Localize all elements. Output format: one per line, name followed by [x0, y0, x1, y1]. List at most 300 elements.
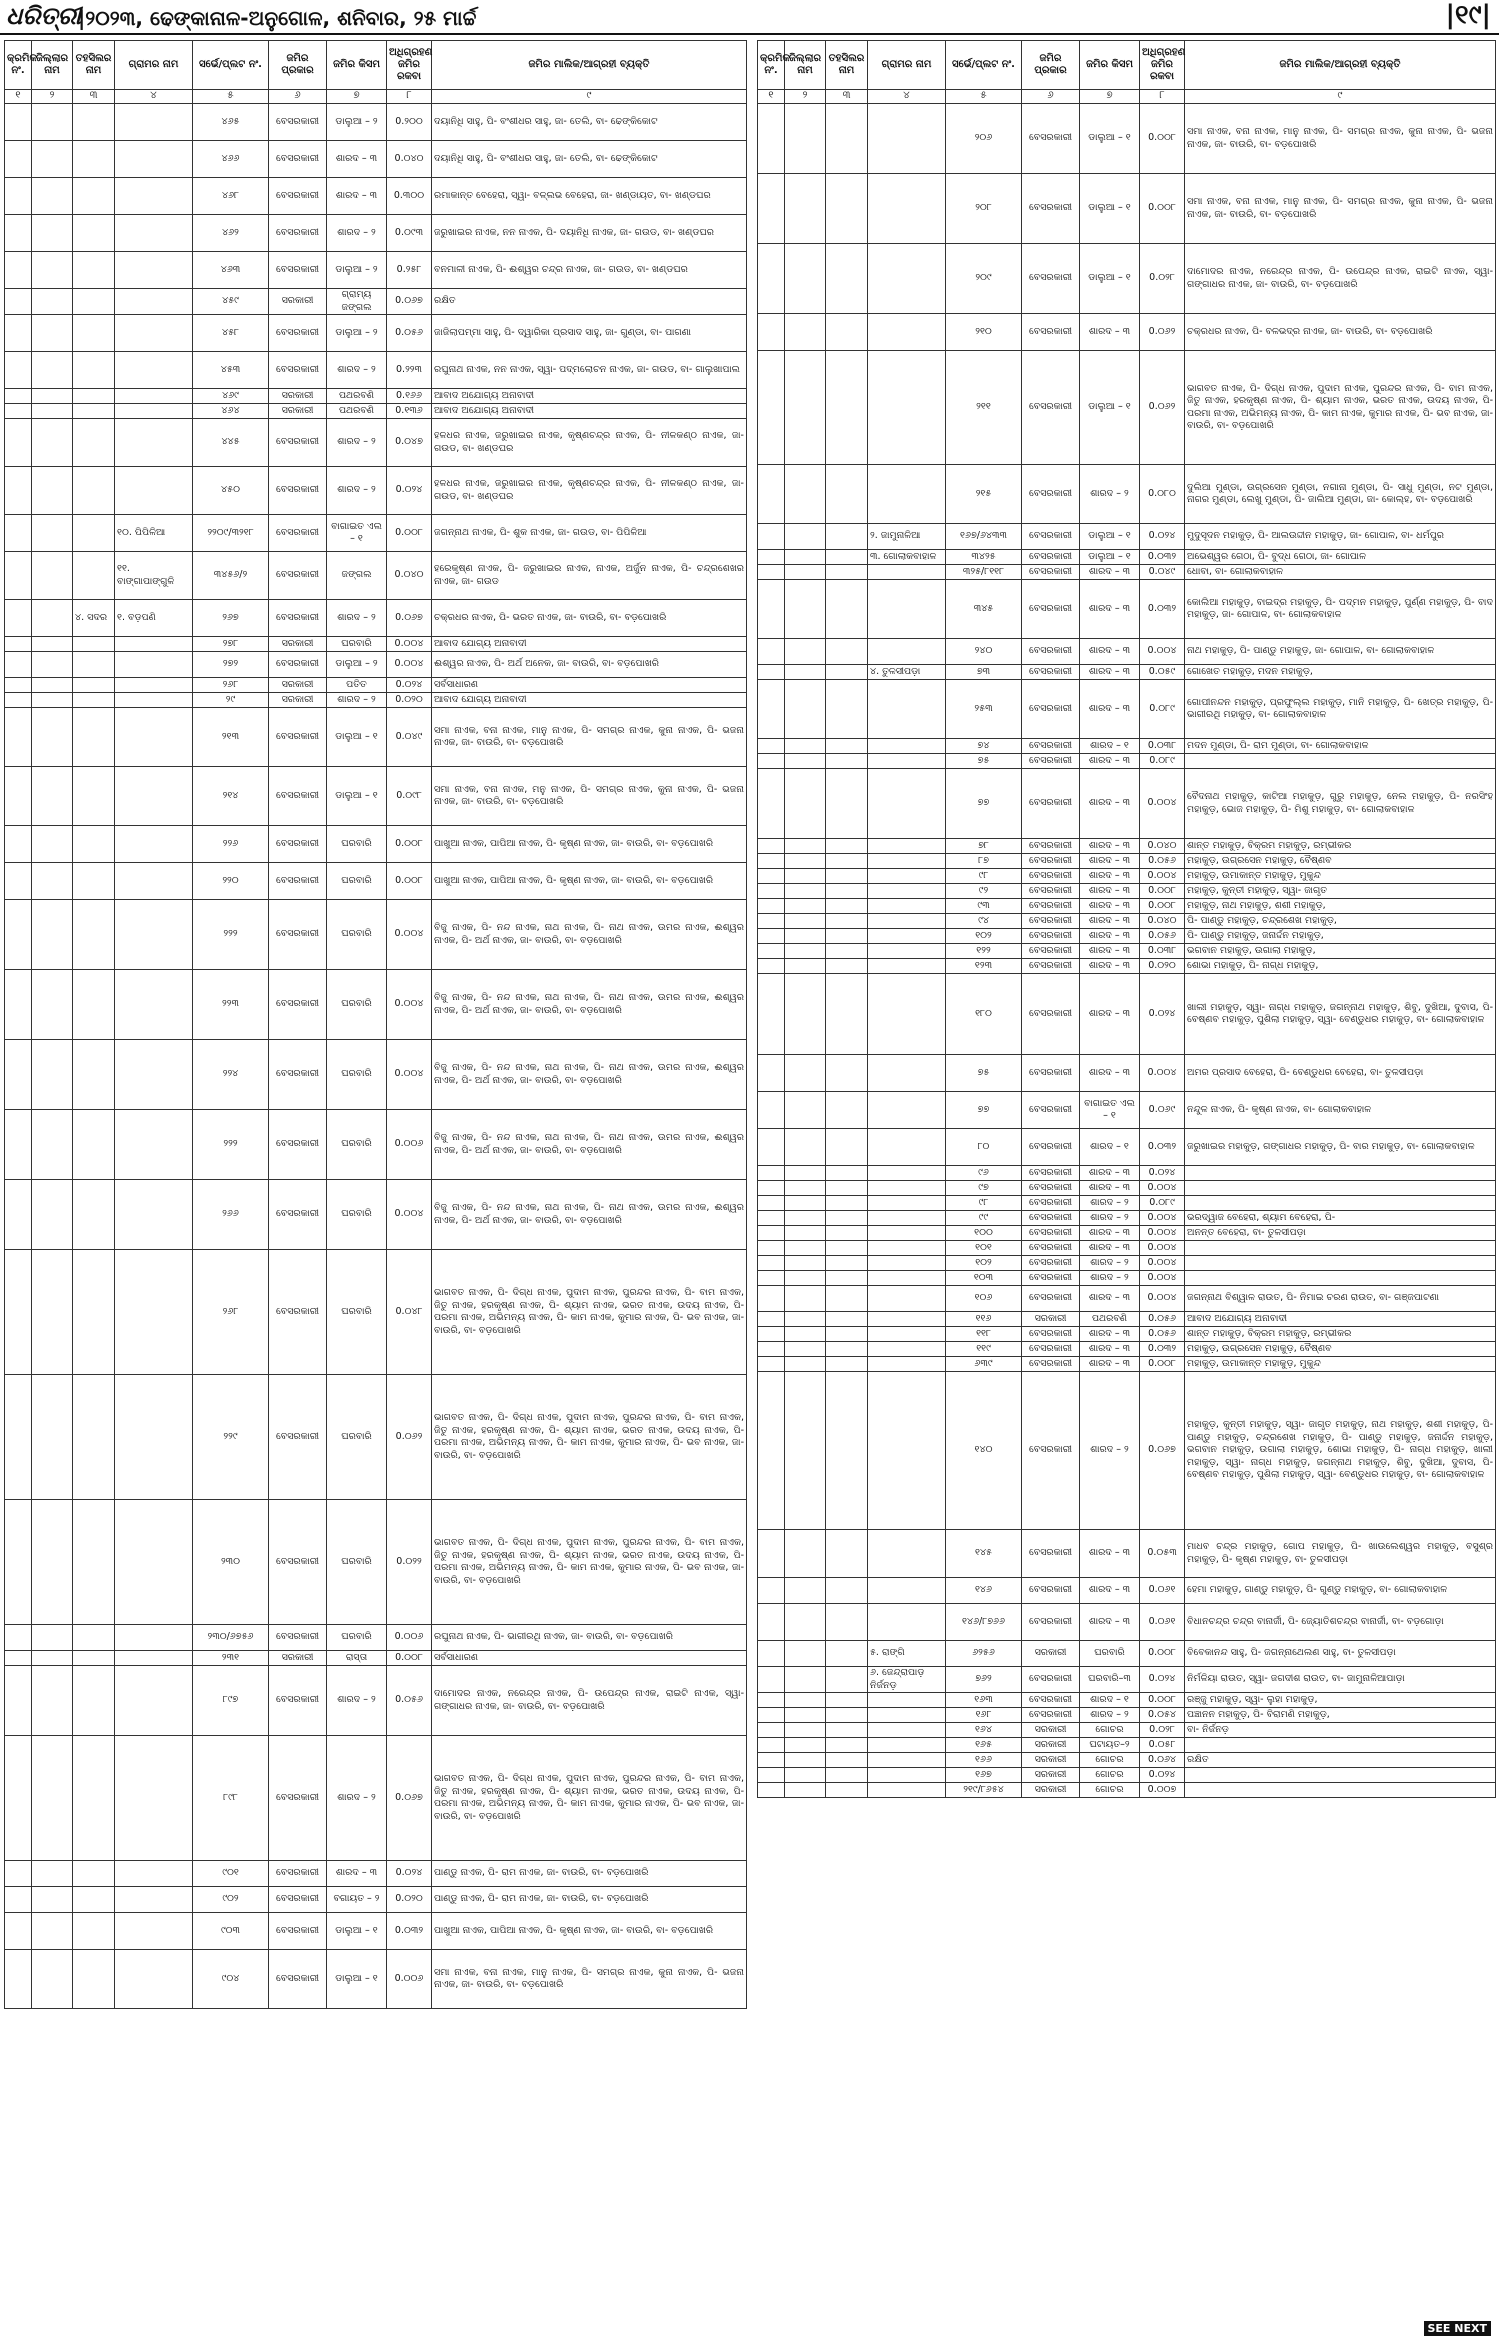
- plot-cell: ୪୫୯: [193, 289, 269, 315]
- serial-cell: [758, 1181, 785, 1196]
- tehsil-cell: [826, 959, 868, 974]
- serial-cell: [758, 769, 785, 839]
- area-cell: 0.୦୮୯: [1140, 680, 1185, 739]
- kisam-cell: ଶାରଦ – ୨: [1080, 1271, 1140, 1286]
- owner-cell: ବିଜୁ ନାଏକ, ପି- ନନ୍ଦ ନାଏକ, ନାଥ ନାଏକ, ପି- ନାଥ ନାଏକ, ଉମର ନାଏକ, ଈଶ୍ୱର ନାଏକ, ପି- ଅର୍ଥ ନାଏକ, ଜା- ବାଉରି, ବା- ବଡ଼ପୋଖରି: [432, 1110, 747, 1180]
- table-row: [758, 565, 1496, 580]
- serial-cell: [758, 1667, 785, 1693]
- kisam-cell: ଡାଲୁଆ – ୨: [327, 315, 387, 352]
- kisam-cell: ଗୋଚର: [1080, 1783, 1140, 1798]
- area-cell: 0.୦୨୪: [1140, 1768, 1185, 1783]
- district-cell: [32, 900, 73, 970]
- tehsil-cell: [73, 178, 115, 215]
- land-type-cell: ବେସରକାରୀ: [269, 515, 327, 552]
- serial-cell: [5, 141, 32, 178]
- serial-cell: [758, 1738, 785, 1753]
- district-cell: [785, 884, 826, 899]
- land-type-cell: ବେସରକାରୀ: [269, 1180, 327, 1250]
- plot-cell: ୧୦୩: [946, 1271, 1022, 1286]
- area-cell: 0.୦୨୪: [1140, 524, 1185, 550]
- land-type-cell: ବେସରକାରୀ: [269, 1110, 327, 1180]
- column-header: ଜମିର କିସମ: [327, 41, 387, 90]
- tehsil-cell: [826, 1129, 868, 1166]
- table-row: [758, 769, 1496, 839]
- land-type-cell: ସରକାରୀ: [269, 678, 327, 693]
- tehsil-cell: [826, 580, 868, 639]
- table-row: [758, 1166, 1496, 1181]
- area-cell: 0.୦୦୪: [387, 900, 432, 970]
- tehsil-cell: [826, 174, 868, 244]
- area-cell: 0.୨୦୦: [387, 104, 432, 141]
- plot-cell: ୯୮: [946, 1196, 1022, 1211]
- district-cell: [785, 1196, 826, 1211]
- area-cell: 0.୦୦୮: [1140, 884, 1185, 899]
- area-cell: 0.୦୦୪: [1140, 1055, 1185, 1092]
- area-cell: 0.୦୨୪: [1140, 1667, 1185, 1693]
- village-cell: [115, 1666, 193, 1736]
- serial-cell: [758, 1055, 785, 1092]
- district-cell: [785, 929, 826, 944]
- plot-cell: ୭୭: [946, 1092, 1022, 1129]
- village-cell: [868, 754, 946, 769]
- plot-cell: ୨୬୮: [193, 678, 269, 693]
- serial-cell: [758, 1768, 785, 1783]
- kisam-cell: ଶାରଦ – ୩: [1080, 314, 1140, 351]
- owner-cell: ପି- ପାଣ୍ଡୁ ମହାକୁଡ଼, ଜନାର୍ଦ୍ଦନ ମହାକୁଡ଼,: [1185, 929, 1496, 944]
- area-cell: 0.୦୦୪: [1140, 769, 1185, 839]
- plot-cell: ୧୬୭: [946, 1768, 1022, 1783]
- district-cell: [32, 289, 73, 315]
- plot-cell: ୨୨୩: [193, 970, 269, 1040]
- land-type-cell: ବେସରକାରୀ: [269, 315, 327, 352]
- plot-cell: ୪୬୮: [193, 178, 269, 215]
- table-row: [758, 959, 1496, 974]
- column-number: ୫: [193, 90, 269, 104]
- village-cell: [115, 404, 193, 419]
- village-cell: [868, 839, 946, 854]
- header-row: [758, 41, 1496, 90]
- village-cell: [868, 739, 946, 754]
- district-cell: [785, 1530, 826, 1578]
- plot-cell: ୮୦: [946, 1129, 1022, 1166]
- land-type-cell: ବେସରକାରୀ: [1022, 665, 1080, 680]
- owner-cell: ନାଥ ମହାକୁଡ଼, ପି- ପାଣ୍ଡୁ ମହାକୁଡ଼, ଜା- ଗୋପାଳ, ବା- ଗୋଲାକବାହାଳ: [1185, 639, 1496, 665]
- tehsil-cell: [826, 1226, 868, 1241]
- area-cell: 0.୦୪୭: [387, 419, 432, 467]
- serial-cell: [5, 178, 32, 215]
- serial-cell: [5, 1250, 32, 1375]
- plot-cell: ୨୧୩: [193, 708, 269, 767]
- plot-cell: ୨୬୭: [193, 600, 269, 637]
- serial-cell: [5, 1625, 32, 1651]
- serial-cell: [5, 1040, 32, 1110]
- area-cell: 0.୦୫୬: [387, 315, 432, 352]
- owner-cell: ପାଖୁଆ ନାଏକ, ପାପିଆ ନାଏକ, ପି- କୃଷ୍ଣ ନାଏକ, ଜା- ବାଉରି, ବା- ବଡ଼ପୋଖରି: [432, 826, 747, 863]
- district-cell: [785, 1738, 826, 1753]
- district-cell: [32, 678, 73, 693]
- serial-cell: [5, 1110, 32, 1180]
- plot-cell: ୧୦୦: [946, 1226, 1022, 1241]
- plot-cell: ୯୦୩: [193, 1913, 269, 1950]
- table-row: [5, 215, 747, 252]
- plot-cell: ୨୧୪: [193, 767, 269, 826]
- village-cell: [868, 1753, 946, 1768]
- owner-cell: ଈଶ୍ୱର ନାଏକ, ପି- ଅର୍ଥ ଅନେକ, ଜା- ବାଉରି, ବା- ବଡ଼ପୋଖରି: [432, 652, 747, 678]
- district-cell: [785, 1226, 826, 1241]
- serial-cell: [758, 1708, 785, 1723]
- land-type-cell: ସରକାରୀ: [1022, 1738, 1080, 1753]
- owner-cell: [1185, 754, 1496, 769]
- serial-cell: [5, 515, 32, 552]
- land-type-cell: ବେସରକାରୀ: [1022, 1604, 1080, 1641]
- district-cell: [785, 959, 826, 974]
- land-table-left: [4, 40, 747, 2009]
- tehsil-cell: [826, 1530, 868, 1578]
- table-row: [5, 389, 747, 404]
- area-cell: 0.୦୬୨: [1140, 351, 1185, 465]
- column-header: ଜମିର ମାଲିକ/ଆଗ୍ରହୀ ବ୍ୟକ୍ତି: [1185, 41, 1496, 90]
- serial-cell: [758, 1327, 785, 1342]
- tehsil-cell: [826, 769, 868, 839]
- owner-cell: ଭାଗବତ ନାଏକ, ପି- ଦିଗ୍ଧ ନାଏକ, ପୁଦାମ ନାଏକ, ପୁରନ୍ଦର ନାଏକ, ପି- ବାମ ନାଏକ, ଜିତୁ ନାଏକ, ହରକୃଷ୍ଣ ନାଏକ, ପି- ଶ୍ୟାମ ନାଏକ, ଭରତ ନାଏକ, ଉଦୟ ନାଏକ, ପି- ପରମା ନାଏକ, ଅଭିମନ୍ୟ ନାଏକ, ପି- କାମ ନାଏକ, କୁମାର ନାଏକ, ପି- ଭବ ନାଏକ, ଜା- ବାଉରି, ବା- ବଡ଼ପୋଖରି: [1185, 351, 1496, 465]
- kisam-cell: ଡାଲୁଆ – ୧: [1080, 524, 1140, 550]
- owner-cell: ବିଜୁ ନାଏକ, ପି- ନନ୍ଦ ନାଏକ, ନାଥ ନାଏକ, ପି- ନାଥ ନାଏକ, ଉମର ନାଏକ, ଈଶ୍ୱର ନାଏକ, ପି- ଅର୍ଥ ନାଏକ, ଜା- ବାଉରି, ବା- ବଡ଼ପୋଖରି: [432, 1040, 747, 1110]
- district-cell: [785, 1768, 826, 1783]
- area-cell: 0.୦୩୨: [1140, 580, 1185, 639]
- owner-cell: ଶାନ୍ତ ମହାକୁଡ଼, ବିକ୍ରମ ମହାକୁଡ଼, ରମ୍ଭୀକର: [1185, 1327, 1496, 1342]
- table-row: [758, 1723, 1496, 1738]
- land-type-cell: ବେସରକାରୀ: [1022, 1693, 1080, 1708]
- serial-cell: [5, 419, 32, 467]
- table-row: [758, 1342, 1496, 1357]
- village-cell: [115, 767, 193, 826]
- owner-cell: ଭଗବାନ ମହାକୁଡ଼, ଉଗାଲା ମହାକୁଡ଼,: [1185, 944, 1496, 959]
- village-cell: [115, 678, 193, 693]
- plot-cell: ୨୬୮: [193, 1250, 269, 1375]
- kisam-cell: ଗୋଚର: [1080, 1753, 1140, 1768]
- tehsil-cell: [73, 1950, 115, 2009]
- district-cell: [32, 1250, 73, 1375]
- kisam-cell: ଶାରଦ – ୧: [1080, 1693, 1140, 1708]
- table-row: [5, 1913, 747, 1950]
- owner-cell: ଦୟାନିଧି ସାହୁ, ପି- ବଂଶୀଧର ସାହୁ, ଜା- ତେଲି, ବା- ଢେଙ୍କିକୋଟ: [432, 141, 747, 178]
- left-column: [4, 40, 746, 2009]
- plot-cell: ୧୦୧: [946, 1241, 1022, 1256]
- table-row: [758, 1286, 1496, 1312]
- district-cell: [32, 419, 73, 467]
- district-cell: [32, 1887, 73, 1913]
- district-cell: [32, 637, 73, 652]
- serial-cell: [758, 1753, 785, 1768]
- tehsil-cell: [826, 929, 868, 944]
- table-row: [5, 1666, 747, 1736]
- tehsil-cell: [73, 1180, 115, 1250]
- plot-cell: ୯୩: [946, 899, 1022, 914]
- district-cell: [785, 1693, 826, 1708]
- kisam-cell: ଘରବାରି: [327, 1250, 387, 1375]
- plot-cell: ୨୦୬: [946, 104, 1022, 174]
- village-cell: [115, 215, 193, 252]
- plot-cell: ୪୫୮: [193, 315, 269, 352]
- table-row: [758, 314, 1496, 351]
- serial-cell: [758, 1530, 785, 1578]
- owner-cell: ବିବେକାନନ୍ଦ ସାହୁ, ପି- ଜଗନ୍ନାଥେଲଣ ସାହୁ, ବା- ତୁଳସୀପଡ଼ା: [1185, 1641, 1496, 1667]
- table-row: [5, 693, 747, 708]
- tehsil-cell: [826, 244, 868, 314]
- serial-cell: [5, 1666, 32, 1736]
- village-cell: [868, 974, 946, 1055]
- tehsil-cell: [73, 1913, 115, 1950]
- village-cell: [868, 1092, 946, 1129]
- column-number: ୬: [269, 90, 327, 104]
- area-cell: 0.୦୦୪: [1140, 1271, 1185, 1286]
- plot-cell: ୧୬୫: [946, 1738, 1022, 1753]
- village-cell: ୩. ଗୋଲାକବାହାଳ: [868, 550, 946, 565]
- kisam-cell: ଗୋଚର: [1080, 1723, 1140, 1738]
- plot-cell: ୩୪୫୬/୨: [193, 552, 269, 600]
- tehsil-cell: [73, 215, 115, 252]
- plot-cell: ୧୧୯: [946, 1342, 1022, 1357]
- village-cell: [868, 639, 946, 665]
- land-type-cell: ବେସରକାରୀ: [269, 178, 327, 215]
- plot-cell: ୪୬୪: [193, 404, 269, 419]
- serial-cell: [758, 1357, 785, 1372]
- serial-cell: [5, 1950, 32, 2009]
- district-cell: [785, 944, 826, 959]
- owner-cell: [1185, 1783, 1496, 1798]
- tehsil-cell: [826, 914, 868, 929]
- column-number: ୪: [868, 90, 946, 104]
- owner-cell: [1185, 1241, 1496, 1256]
- owner-cell: ଭାଗବତ ନାଏକ, ପି- ଦିଗ୍ଧ ନାଏକ, ପୁଦାମ ନାଏକ, ପୁରନ୍ଦର ନାଏକ, ପି- ବାମ ନାଏକ, ଜିତୁ ନାଏକ, ହରକୃଷ୍ଣ ନାଏକ, ପି- ଶ୍ୟାମ ନାଏକ, ଭରତ ନାଏକ, ଉଦୟ ନାଏକ, ପି- ପରମା ନାଏକ, ଅଭିମନ୍ୟ ନାଏକ, ପି- କାମ ନାଏକ, କୁମାର ନାଏକ, ପି- ଭବ ନାଏକ, ଜା- ବାଉରି, ବା- ବଡ଼ପୋଖରି: [432, 1250, 747, 1375]
- village-cell: [868, 1530, 946, 1578]
- area-cell: 0.୦୨୪: [387, 467, 432, 515]
- village-cell: [868, 1271, 946, 1286]
- kisam-cell: ଡାଲୁଆ – ୧: [1080, 550, 1140, 565]
- land-type-cell: ବେସରକାରୀ: [1022, 1342, 1080, 1357]
- land-type-cell: ବେସରକାରୀ: [269, 252, 327, 289]
- area-cell: 0.୦୨୨: [387, 1500, 432, 1625]
- land-type-cell: ବେସରକାରୀ: [269, 1250, 327, 1375]
- land-type-cell: ବେସରକାରୀ: [1022, 944, 1080, 959]
- village-cell: [868, 769, 946, 839]
- tehsil-cell: [73, 552, 115, 600]
- owner-cell: ଜଗନ୍ନାଥ ନାଏକ, ପି- ଶୁକ ନାଏକ, ଜା- ଗଉଡ, ବା- ପିପିଳିଆ: [432, 515, 747, 552]
- serial-cell: [5, 1500, 32, 1625]
- plot-cell: ୪୬୨: [193, 215, 269, 252]
- column-header: ଜମିର ପ୍ରକାର: [1022, 41, 1080, 90]
- kisam-cell: ଶାରଦ – ୩: [1080, 884, 1140, 899]
- kisam-cell: ଶାରଦ – ୩: [1080, 565, 1140, 580]
- district-cell: [32, 1040, 73, 1110]
- district-cell: [785, 351, 826, 465]
- tehsil-cell: [73, 1110, 115, 1180]
- table-row: [5, 863, 747, 900]
- area-cell: 0.୦୩୨: [387, 1913, 432, 1950]
- plot-cell: ୧୪୬: [946, 1578, 1022, 1604]
- owner-cell: ହେମା ମହାକୁଡ଼, ଗାଣ୍ଡୁ ମହାକୁଡ଼, ପି- ଗୁଣ୍ଡୁ ମହାକୁଡ଼, ବା- ଗୋଲାକବାହାଳ: [1185, 1578, 1496, 1604]
- district-cell: [785, 914, 826, 929]
- table-row: [758, 244, 1496, 314]
- land-type-cell: ବେସରକାରୀ: [1022, 680, 1080, 739]
- table-row: [5, 1887, 747, 1913]
- tehsil-cell: [826, 1256, 868, 1271]
- village-cell: [868, 351, 946, 465]
- land-type-cell: ବେସରକାରୀ: [1022, 974, 1080, 1055]
- village-cell: [868, 1578, 946, 1604]
- kisam-cell: ଶାରଦ – ୩: [327, 1861, 387, 1887]
- district-cell: [32, 1500, 73, 1625]
- dateline: |୨୦୨୩, ଢେଙ୍କାନାଳ-ଅନୁଗୋଳ, ଶନିବାର, ୨୫ ମାର୍ଚ୍ଚ: [78, 6, 477, 30]
- land-type-cell: ବେସରକାରୀ: [269, 552, 327, 600]
- area-cell: 0.୦୨୪: [387, 1861, 432, 1887]
- table-row: [5, 652, 747, 678]
- column-number: ୮: [387, 90, 432, 104]
- plot-cell: ୧୦୬: [946, 1286, 1022, 1312]
- area-cell: 0.୦୦୪: [387, 1180, 432, 1250]
- serial-cell: [758, 1641, 785, 1667]
- plot-cell: ୪୬୬: [193, 141, 269, 178]
- plot-cell: ୪୬୯: [193, 389, 269, 404]
- serial-cell: [5, 1861, 32, 1887]
- table-row: [758, 1327, 1496, 1342]
- district-cell: [32, 1861, 73, 1887]
- tehsil-cell: [826, 1708, 868, 1723]
- owner-cell: ବିଜୁ ନାଏକ, ପି- ନନ୍ଦ ନାଏକ, ନାଥ ନାଏକ, ପି- ନାଥ ନାଏକ, ଉମର ନାଏକ, ଈଶ୍ୱର ନାଏକ, ପି- ଅର୍ଥ ନାଏକ, ଜା- ବାଉରି, ବା- ବଡ଼ପୋଖରି: [432, 1180, 747, 1250]
- tehsil-cell: [73, 652, 115, 678]
- kisam-cell: ଶାରଦ – ୨: [327, 352, 387, 389]
- land-type-cell: ବେସରକାରୀ: [1022, 1241, 1080, 1256]
- table-row: [5, 1040, 747, 1110]
- district-cell: [785, 1723, 826, 1738]
- village-cell: [115, 1651, 193, 1666]
- table-row: [758, 1738, 1496, 1753]
- district-cell: [32, 515, 73, 552]
- land-type-cell: ବେସରକାରୀ: [1022, 351, 1080, 465]
- serial-cell: [758, 639, 785, 665]
- owner-cell: ସମା ନାଏକ, ବନା ନାଏକ, ମନୁ ନାଏକ, ପି- ସମଗ୍ର ନାଏକ, କୁନା ନାଏକ, ପି- ଭଜନା ନାଏକ, ଜା- ବାଉରି, ବା- ବଡ଼ପୋଖରି: [432, 767, 747, 826]
- plot-cell: ୨୭୨: [193, 652, 269, 678]
- district-cell: [785, 869, 826, 884]
- table-row: [5, 970, 747, 1040]
- district-cell: [785, 974, 826, 1055]
- village-cell: [868, 580, 946, 639]
- land-type-cell: ବେସରକାରୀ: [1022, 1226, 1080, 1241]
- district-cell: [32, 141, 73, 178]
- tehsil-cell: [826, 739, 868, 754]
- serial-cell: [5, 600, 32, 637]
- village-cell: [868, 1693, 946, 1708]
- plot-cell: ୨୨୬: [193, 826, 269, 863]
- plot-cell: ୪୫୩: [193, 352, 269, 389]
- land-type-cell: ବେସରକାରୀ: [269, 1913, 327, 1950]
- owner-cell: [1185, 1738, 1496, 1753]
- table-row: [5, 1950, 747, 2009]
- land-type-cell: ବେସରକାରୀ: [1022, 1327, 1080, 1342]
- owner-cell: ପାଣ୍ଡୁ ନାଏକ, ପି- ରାମ ନାଏକ, ଜା- ବାଉରି, ବା- ବଡ଼ପୋଖରି: [432, 1887, 747, 1913]
- area-cell: 0.୦୩୮: [1140, 944, 1185, 959]
- tehsil-cell: [73, 141, 115, 178]
- column-number: ୮: [1140, 90, 1185, 104]
- land-type-cell: ବେସରକାରୀ: [1022, 1357, 1080, 1372]
- village-cell: [868, 1256, 946, 1271]
- land-type-cell: ବେସରକାରୀ: [1022, 754, 1080, 769]
- kisam-cell: ଡାଲୁଆ – ୧: [327, 767, 387, 826]
- area-cell: 0.୦୫୬: [387, 1666, 432, 1736]
- land-type-cell: ବେସରକାରୀ: [1022, 314, 1080, 351]
- table-row: [758, 1092, 1496, 1129]
- district-cell: [785, 565, 826, 580]
- area-cell: 0.୧୩୬: [387, 404, 432, 419]
- owner-cell: ଜରୁଖାଇର ମହାକୁଡ଼, ଗଙ୍ଗାଧର ମହାକୁଡ଼, ପି- ବାର ମହାକୁଡ଼, ବା- ଗୋଲାକବାହାଳ: [1185, 1129, 1496, 1166]
- page-number: |୧୯|: [1445, 0, 1491, 30]
- district-cell: [32, 767, 73, 826]
- owner-cell: ମହାକୁଡ଼, ଉଗ୍ରସେନ ମହାକୁଡ଼, ବୈଷ୍ଣବ: [1185, 1342, 1496, 1357]
- tehsil-cell: [826, 1357, 868, 1372]
- table-row: [758, 1196, 1496, 1211]
- serial-cell: [5, 352, 32, 389]
- serial-cell: [5, 1180, 32, 1250]
- kisam-cell: ଡାଲୁଆ – ୨: [327, 104, 387, 141]
- serial-cell: [758, 1256, 785, 1271]
- tehsil-cell: [73, 389, 115, 404]
- plot-cell: ୭୩: [946, 665, 1022, 680]
- village-cell: [115, 863, 193, 900]
- kisam-cell: ଘରବାରି: [327, 1040, 387, 1110]
- table-row: [5, 178, 747, 215]
- plot-cell: ୨୭୮: [193, 637, 269, 652]
- owner-cell: ଜଗନ୍ନାଥ ବିଶ୍ୱାଳ ରାଉତ, ପି- ନିମାଇ ଚରଣ ରାଉତ, ବା- ଗଞ୍ଜପାଟଣା: [1185, 1286, 1496, 1312]
- owner-cell: ଜରୁଖାଇର ନାଏକ, ନନ ନାଏକ, ପି- ଦୟାନିଧି ନାଏକ, ଜା- ଗଉଡ, ବା- ଖଣ୍ଡଘର: [432, 215, 747, 252]
- land-type-cell: ବେସରକାରୀ: [1022, 1530, 1080, 1578]
- kisam-cell: ଶାରଦ – ୨: [1080, 1196, 1140, 1211]
- tehsil-cell: [73, 419, 115, 467]
- district-cell: [32, 467, 73, 515]
- owner-cell: ମୁଦୁସୂଦନ ମହାକୁଡ଼, ପି- ଆଲଉଦ୍ଦୀନ ମହାକୁଡ଼, ଜା- ଗୋପାଳ, ବା- ଧର୍ମପୁର: [1185, 524, 1496, 550]
- kisam-cell: ଶାରଦ – ୩: [1080, 1357, 1140, 1372]
- plot-cell: ୧୦୨: [946, 929, 1022, 944]
- tehsil-cell: [826, 550, 868, 565]
- area-cell: 0.୦୦୮: [1140, 1641, 1185, 1667]
- land-type-cell: ବେସରକାରୀ: [269, 863, 327, 900]
- district-cell: [32, 1375, 73, 1500]
- tehsil-cell: [826, 1286, 868, 1312]
- plot-cell: ୧୧୮: [946, 1327, 1022, 1342]
- district-cell: [32, 552, 73, 600]
- owner-cell: ଜାଜିଲାପମ୍ମା ସାହୁ, ପି- ଦ୍ୱାରିକା ପ୍ରସାଦ ସାହୁ, ଜା- ଗୁଣ୍ଡା, ବା- ପାଗଣା: [432, 315, 747, 352]
- table-row: [758, 754, 1496, 769]
- plot-cell: ୮୭: [946, 854, 1022, 869]
- land-type-cell: ସରକାରୀ: [1022, 1312, 1080, 1327]
- land-type-cell: ସରକାରୀ: [269, 637, 327, 652]
- serial-cell: [5, 900, 32, 970]
- column-header: ଜିଲ୍ଲାର ନାମ: [785, 41, 826, 90]
- tehsil-cell: [73, 863, 115, 900]
- plot-cell: ୨୩୦/୬୭୫୬: [193, 1625, 269, 1651]
- plot-cell: ୧୮୦: [946, 974, 1022, 1055]
- kisam-cell: ଶାରଦ – ୩: [1080, 1604, 1140, 1641]
- land-type-cell: ବେସରକାରୀ: [1022, 524, 1080, 550]
- tehsil-cell: [826, 665, 868, 680]
- tehsil-cell: [826, 1271, 868, 1286]
- serial-cell: [758, 739, 785, 754]
- village-cell: [115, 1913, 193, 1950]
- table-row: [5, 826, 747, 863]
- tehsil-cell: [826, 869, 868, 884]
- village-cell: [868, 465, 946, 524]
- village-cell: [868, 1129, 946, 1166]
- area-cell: 0.୦୮୯: [1140, 754, 1185, 769]
